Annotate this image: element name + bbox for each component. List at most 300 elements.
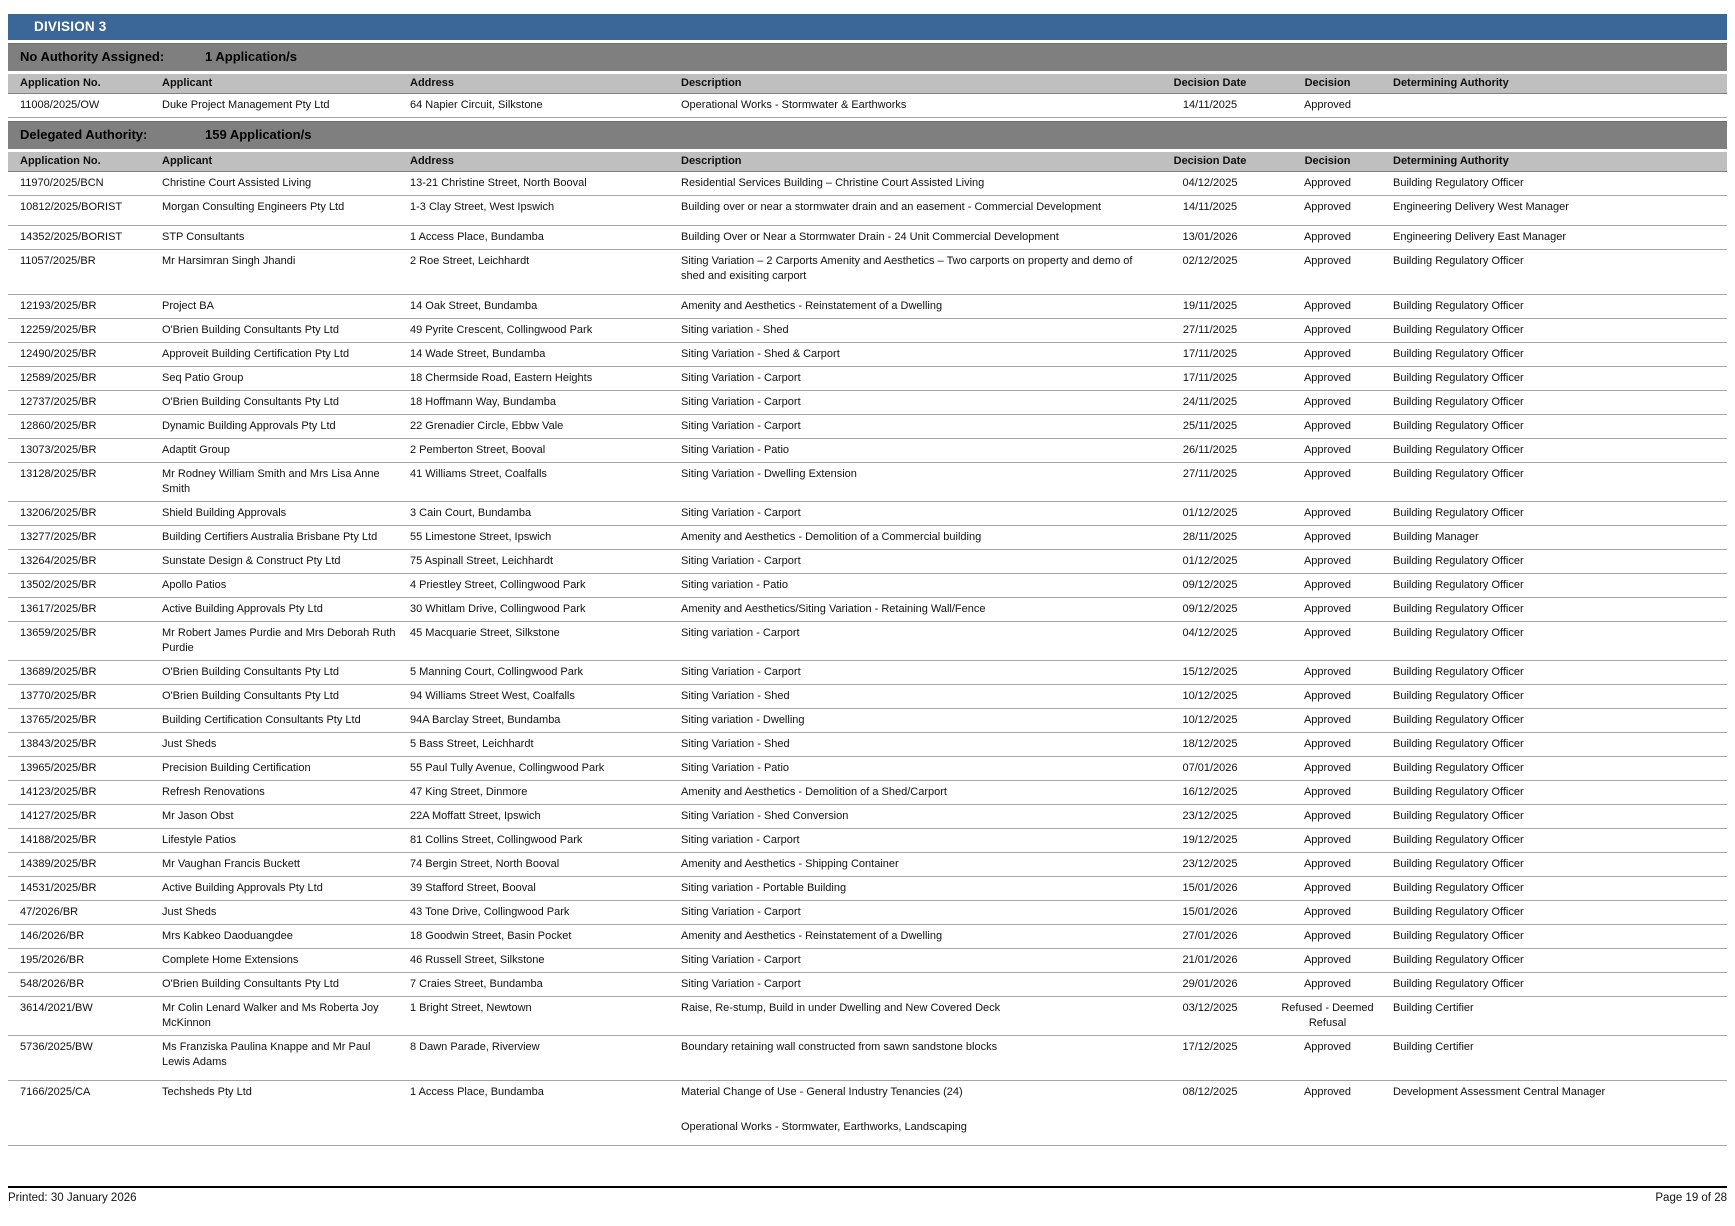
cell-decision: Refused - Deemed Refusal bbox=[1281, 1002, 1374, 1029]
cell-description: Amenity and Aesthetics - Demolition of a Commercial building bbox=[681, 531, 982, 543]
cell-decision-date: 29/01/2026 bbox=[1182, 978, 1238, 990]
cell-decision: Approved bbox=[1303, 666, 1352, 678]
cell-decision: Approved bbox=[1303, 810, 1352, 822]
cell-decision-date: 27/11/2025 bbox=[1182, 468, 1238, 480]
cell-applicant: Christine Court Assisted Living bbox=[162, 177, 312, 189]
cell-description: Amenity and Aesthetics - Demolition of a Shed/Carport bbox=[681, 786, 947, 798]
cell-determining-authority: Building Regulatory Officer bbox=[1393, 468, 1524, 480]
table-row bbox=[8, 757, 1727, 781]
cell-decision-date: 26/11/2025 bbox=[1182, 444, 1238, 456]
cell-applicant: Building Certification Consultants Pty Ltd bbox=[162, 714, 361, 726]
cell-determining-authority: Building Regulatory Officer bbox=[1393, 348, 1524, 360]
cell-application-no: 47/2026/BR bbox=[20, 906, 79, 918]
cell-application-no: 3614/2021/BW bbox=[20, 1002, 93, 1014]
cell-description: Siting Variation - Carport bbox=[681, 420, 801, 432]
cell-applicant: Approveit Building Certification Pty Ltd bbox=[162, 348, 350, 360]
cell-address: 75 Aspinall Street, Leichhardt bbox=[410, 555, 554, 567]
cell-applicant: Precision Building Certification bbox=[162, 762, 311, 774]
cell-decision: Approved bbox=[1303, 978, 1352, 990]
cell-decision-date: 15/01/2026 bbox=[1182, 882, 1238, 894]
cell-decision-date: 16/12/2025 bbox=[1182, 786, 1238, 798]
cell-application-no: 7166/2025/CA bbox=[20, 1086, 91, 1098]
table-row bbox=[8, 319, 1727, 343]
cell-decision: Approved bbox=[1303, 954, 1352, 966]
cell-description: Material Change of Use - General Industry Tenancies (24) Operational Works - Stormwater, Earthworks, Landscaping bbox=[681, 1081, 1158, 1145]
cell-applicant: Mr Rodney William Smith and Mrs Lisa Anne Smith bbox=[162, 468, 380, 495]
cell-address: 46 Russell Street, Silkstone bbox=[410, 954, 545, 966]
cell-description-secondary: Operational Works - Stormwater, Earthworks, Landscaping bbox=[681, 1121, 967, 1133]
table-row bbox=[8, 295, 1727, 319]
cell-application-no: 5736/2025/BW bbox=[20, 1041, 93, 1053]
cell-address: 8 Dawn Parade, Riverview bbox=[410, 1041, 540, 1053]
cell-description: Amenity and Aesthetics - Shipping Container bbox=[681, 858, 899, 870]
table-row bbox=[8, 415, 1727, 439]
table-row bbox=[8, 877, 1727, 901]
cell-applicant: Techsheds Pty Ltd bbox=[162, 1086, 252, 1098]
cell-description: Siting variation - Shed bbox=[681, 324, 789, 336]
cell-description: Siting Variation - Patio bbox=[681, 444, 790, 456]
cell-decision: Approved bbox=[1303, 201, 1352, 213]
cell-determining-authority: Building Regulatory Officer bbox=[1393, 555, 1524, 567]
cell-application-no: 13617/2025/BR bbox=[20, 603, 97, 615]
section-header bbox=[8, 121, 1727, 149]
cell-decision-date: 10/12/2025 bbox=[1182, 690, 1238, 702]
cell-decision: Approved bbox=[1303, 906, 1352, 918]
column-header: Description bbox=[681, 155, 742, 167]
cell-address: 1 Bright Street, Newtown bbox=[410, 1002, 532, 1014]
cell-decision-date: 01/12/2025 bbox=[1182, 555, 1238, 567]
cell-description: Raise, Re-stump, Build in under Dwelling and New Covered Deck bbox=[681, 1002, 1001, 1014]
cell-description: Siting variation - Portable Building bbox=[681, 882, 847, 894]
cell-address: 18 Goodwin Street, Basin Pocket bbox=[410, 930, 572, 942]
cell-decision-date: 15/01/2026 bbox=[1182, 906, 1238, 918]
column-header: Determining Authority bbox=[1393, 155, 1509, 167]
cell-application-no: 11057/2025/BR bbox=[20, 255, 96, 267]
cell-application-no: 14123/2025/BR bbox=[20, 786, 97, 798]
cell-description: Siting Variation - Shed bbox=[681, 690, 790, 702]
cell-applicant: Mr Jason Obst bbox=[162, 810, 234, 822]
cell-decision: Approved bbox=[1303, 627, 1352, 639]
cell-applicant: Adaptit Group bbox=[162, 444, 230, 456]
cell-applicant: STP Consultants bbox=[162, 231, 245, 243]
column-header-row bbox=[8, 152, 1727, 172]
cell-applicant: Morgan Consulting Engineers Pty Ltd bbox=[162, 201, 345, 213]
cell-decision-date: 18/12/2025 bbox=[1182, 738, 1238, 750]
cell-application-no: 13965/2025/BR bbox=[20, 762, 97, 774]
cell-determining-authority: Building Regulatory Officer bbox=[1393, 738, 1524, 750]
cell-address: 1-3 Clay Street, West Ipswich bbox=[410, 201, 555, 213]
table-row bbox=[8, 949, 1727, 973]
cell-application-no: 10812/2025/BORIST bbox=[20, 201, 123, 213]
cell-determining-authority: Building Regulatory Officer bbox=[1393, 324, 1524, 336]
table-row bbox=[8, 367, 1727, 391]
cell-applicant: O'Brien Building Consultants Pty Ltd bbox=[162, 978, 339, 990]
cell-address: 64 Napier Circuit, Silkstone bbox=[410, 99, 543, 111]
cell-decision-date: 19/12/2025 bbox=[1182, 834, 1238, 846]
cell-applicant: Lifestyle Patios bbox=[162, 834, 236, 846]
cell-decision: Approved bbox=[1303, 834, 1352, 846]
table-row bbox=[8, 973, 1727, 997]
table-row bbox=[8, 997, 1727, 1036]
cell-application-no: 13128/2025/BR bbox=[20, 468, 97, 480]
cell-decision-date: 27/11/2025 bbox=[1182, 324, 1238, 336]
cell-decision: Approved bbox=[1303, 1086, 1352, 1098]
cell-application-no: 13502/2025/BR bbox=[20, 579, 97, 591]
cell-application-no: 195/2026/BR bbox=[20, 954, 85, 966]
cell-decision-date: 25/11/2025 bbox=[1182, 420, 1238, 432]
cell-application-no: 13689/2025/BR bbox=[20, 666, 97, 678]
cell-decision: Approved bbox=[1303, 882, 1352, 894]
table-row bbox=[8, 502, 1727, 526]
cell-address: 18 Hoffmann Way, Bundamba bbox=[410, 396, 556, 408]
cell-address: 5 Bass Street, Leichhardt bbox=[410, 738, 534, 750]
cell-decision-date: 17/12/2025 bbox=[1182, 1041, 1238, 1053]
cell-application-no: 13843/2025/BR bbox=[20, 738, 97, 750]
cell-address: 14 Oak Street, Bundamba bbox=[410, 300, 538, 312]
cell-determining-authority: Building Regulatory Officer bbox=[1393, 603, 1524, 615]
cell-decision-date: 01/12/2025 bbox=[1182, 507, 1238, 519]
table-row bbox=[8, 250, 1727, 295]
cell-address: 22 Grenadier Circle, Ebbw Vale bbox=[410, 420, 564, 432]
cell-applicant: Seq Patio Group bbox=[162, 372, 244, 384]
cell-determining-authority: Building Regulatory Officer bbox=[1393, 444, 1524, 456]
cell-decision: Approved bbox=[1303, 300, 1352, 312]
cell-decision: Approved bbox=[1303, 858, 1352, 870]
cell-determining-authority: Development Assessment Central Manager bbox=[1393, 1086, 1606, 1098]
cell-address: 45 Macquarie Street, Silkstone bbox=[410, 627, 560, 639]
cell-decision-date: 21/01/2026 bbox=[1182, 954, 1238, 966]
cell-application-no: 13206/2025/BR bbox=[20, 507, 97, 519]
cell-determining-authority: Building Certifier bbox=[1393, 1002, 1474, 1014]
table-row bbox=[8, 709, 1727, 733]
table-row bbox=[8, 226, 1727, 250]
cell-decision: Approved bbox=[1303, 531, 1352, 543]
cell-decision-date: 17/11/2025 bbox=[1182, 372, 1238, 384]
column-header: Application No. bbox=[20, 77, 101, 89]
cell-applicant: Mrs Kabkeo Daoduangdee bbox=[162, 930, 293, 942]
cell-decision-date: 13/01/2026 bbox=[1182, 231, 1238, 243]
cell-decision: Approved bbox=[1303, 324, 1352, 336]
table-row bbox=[8, 661, 1727, 685]
cell-applicant: Just Sheds bbox=[162, 738, 217, 750]
table-row bbox=[8, 1081, 1727, 1146]
cell-application-no: 12193/2025/BR bbox=[20, 300, 97, 312]
section-count: 159 Application/s bbox=[205, 127, 312, 142]
cell-address: 41 Williams Street, Coalfalls bbox=[410, 468, 547, 480]
cell-applicant: Apollo Patios bbox=[162, 579, 227, 591]
cell-description: Operational Works - Stormwater & Earthworks bbox=[681, 99, 907, 111]
cell-determining-authority: Building Regulatory Officer bbox=[1393, 396, 1524, 408]
cell-description: Siting variation - Carport bbox=[681, 834, 800, 846]
cell-determining-authority: Building Regulatory Officer bbox=[1393, 714, 1524, 726]
cell-application-no: 14389/2025/BR bbox=[20, 858, 97, 870]
column-header: Decision bbox=[1304, 77, 1351, 89]
cell-determining-authority: Building Regulatory Officer bbox=[1393, 372, 1524, 384]
cell-application-no: 13765/2025/BR bbox=[20, 714, 97, 726]
cell-applicant: Active Building Approvals Pty Ltd bbox=[162, 882, 323, 894]
column-header: Decision Date bbox=[1173, 77, 1247, 89]
cell-application-no: 13264/2025/BR bbox=[20, 555, 97, 567]
cell-decision-date: 14/11/2025 bbox=[1182, 201, 1238, 213]
cell-application-no: 14352/2025/BORIST bbox=[20, 231, 123, 243]
cell-application-no: 12490/2025/BR bbox=[20, 348, 97, 360]
cell-decision: Approved bbox=[1303, 507, 1352, 519]
cell-applicant: Project BA bbox=[162, 300, 214, 312]
cell-decision: Approved bbox=[1303, 420, 1352, 432]
cell-application-no: 12737/2025/BR bbox=[20, 396, 97, 408]
cell-decision: Approved bbox=[1303, 255, 1352, 267]
column-header: Address bbox=[410, 155, 455, 167]
cell-address: 7 Craies Street, Bundamba bbox=[410, 978, 543, 990]
cell-description: Amenity and Aesthetics - Reinstatement of a Dwelling bbox=[681, 930, 943, 942]
cell-decision: Approved bbox=[1303, 1041, 1352, 1053]
table-row bbox=[8, 685, 1727, 709]
table-row bbox=[8, 172, 1727, 196]
section-label: No Authority Assigned: bbox=[20, 49, 165, 64]
page-footer bbox=[8, 1186, 1727, 1204]
cell-description: Siting variation - Dwelling bbox=[681, 714, 805, 726]
table-row bbox=[8, 574, 1727, 598]
cell-determining-authority: Building Regulatory Officer bbox=[1393, 507, 1524, 519]
cell-determining-authority: Building Regulatory Officer bbox=[1393, 906, 1524, 918]
cell-address: 18 Chermside Road, Eastern Heights bbox=[410, 372, 593, 384]
cell-applicant: O'Brien Building Consultants Pty Ltd bbox=[162, 324, 339, 336]
table-row bbox=[8, 526, 1727, 550]
cell-decision: Approved bbox=[1303, 603, 1352, 615]
cell-decision-date: 24/11/2025 bbox=[1182, 396, 1238, 408]
cell-application-no: 146/2026/BR bbox=[20, 930, 85, 942]
cell-decision-date: 07/01/2026 bbox=[1182, 762, 1238, 774]
printed-date: Printed: 30 January 2026 bbox=[8, 1192, 137, 1204]
cell-decision-date: 10/12/2025 bbox=[1182, 714, 1238, 726]
table-row bbox=[8, 343, 1727, 367]
table-row bbox=[8, 853, 1727, 877]
cell-determining-authority: Building Regulatory Officer bbox=[1393, 954, 1524, 966]
cell-determining-authority: Building Regulatory Officer bbox=[1393, 177, 1524, 189]
cell-address: 94 Williams Street West, Coalfalls bbox=[410, 690, 575, 702]
cell-determining-authority: Building Regulatory Officer bbox=[1393, 858, 1524, 870]
cell-decision-date: 08/12/2025 bbox=[1182, 1086, 1238, 1098]
cell-description: Building Over or Near a Stormwater Drain - 24 Unit Commercial Development bbox=[681, 231, 1059, 243]
table-row bbox=[8, 781, 1727, 805]
cell-decision: Approved bbox=[1303, 579, 1352, 591]
cell-application-no: 12259/2025/BR bbox=[20, 324, 97, 336]
table-row bbox=[8, 925, 1727, 949]
cell-determining-authority: Building Regulatory Officer bbox=[1393, 930, 1524, 942]
sections-container bbox=[8, 43, 1727, 1146]
table-row bbox=[8, 901, 1727, 925]
cell-description: Amenity and Aesthetics - Reinstatement of a Dwelling bbox=[681, 300, 943, 312]
cell-determining-authority: Building Regulatory Officer bbox=[1393, 255, 1524, 267]
column-header: Decision bbox=[1304, 155, 1351, 167]
cell-decision-date: 04/12/2025 bbox=[1182, 627, 1238, 639]
cell-address: 49 Pyrite Crescent, Collingwood Park bbox=[410, 324, 593, 336]
section-label: Delegated Authority: bbox=[20, 127, 148, 142]
cell-description: Siting Variation – 2 Carports Amenity and Aesthetics – Two carports on property and demo of shed and exisiting carport bbox=[681, 255, 1133, 282]
cell-address: 47 King Street, Dinmore bbox=[410, 786, 528, 798]
cell-decision: Approved bbox=[1303, 231, 1352, 243]
cell-applicant: Mr Vaughan Francis Buckett bbox=[162, 858, 300, 870]
cell-applicant: Shield Building Approvals bbox=[162, 507, 287, 519]
cell-decision: Approved bbox=[1303, 786, 1352, 798]
cell-decision: Approved bbox=[1303, 372, 1352, 384]
cell-decision-date: 09/12/2025 bbox=[1182, 579, 1238, 591]
cell-determining-authority: Building Regulatory Officer bbox=[1393, 666, 1524, 678]
cell-application-no: 13770/2025/BR bbox=[20, 690, 97, 702]
cell-decision-date: 09/12/2025 bbox=[1182, 603, 1238, 615]
cell-decision-date: 19/11/2025 bbox=[1182, 300, 1238, 312]
cell-decision: Approved bbox=[1303, 468, 1352, 480]
cell-address: 2 Roe Street, Leichhardt bbox=[410, 255, 530, 267]
cell-applicant: O'Brien Building Consultants Pty Ltd bbox=[162, 396, 339, 408]
cell-application-no: 11008/2025/OW bbox=[20, 99, 100, 111]
table-row bbox=[8, 94, 1727, 118]
cell-address: 5 Manning Court, Collingwood Park bbox=[410, 666, 584, 678]
cell-address: 74 Bergin Street, North Booval bbox=[410, 858, 560, 870]
cell-determining-authority: Building Regulatory Officer bbox=[1393, 810, 1524, 822]
cell-description: Building over or near a stormwater drain and an easement - Commercial Development bbox=[681, 201, 1102, 213]
cell-address: 14 Wade Street, Bundamba bbox=[410, 348, 546, 360]
column-header: Decision Date bbox=[1173, 155, 1247, 167]
cell-description: Siting Variation - Shed bbox=[681, 738, 790, 750]
cell-description: Siting Variation - Carport bbox=[681, 906, 801, 918]
cell-determining-authority: Building Manager bbox=[1393, 531, 1479, 543]
column-header: Application No. bbox=[20, 155, 101, 167]
table-row bbox=[8, 439, 1727, 463]
cell-determining-authority: Building Regulatory Officer bbox=[1393, 978, 1524, 990]
cell-application-no: 13073/2025/BR bbox=[20, 444, 97, 456]
cell-application-no: 11970/2025/BCN bbox=[20, 177, 104, 189]
cell-applicant: O'Brien Building Consultants Pty Ltd bbox=[162, 690, 339, 702]
cell-decision: Approved bbox=[1303, 99, 1352, 111]
cell-applicant: Mr Harsimran Singh Jhandi bbox=[162, 255, 296, 267]
cell-determining-authority bbox=[1393, 94, 1727, 117]
cell-decision-date: 23/12/2025 bbox=[1182, 858, 1238, 870]
cell-determining-authority: Engineering Delivery East Manager bbox=[1393, 231, 1567, 243]
cell-determining-authority: Building Regulatory Officer bbox=[1393, 300, 1524, 312]
cell-application-no: 13659/2025/BR bbox=[20, 627, 97, 639]
column-header: Applicant bbox=[162, 77, 213, 89]
cell-applicant: Mr Colin Lenard Walker and Ms Roberta Joy McKinnon bbox=[162, 1002, 379, 1029]
table-row bbox=[8, 622, 1727, 661]
cell-application-no: 14127/2025/BR bbox=[20, 810, 97, 822]
cell-address: 43 Tone Drive, Collingwood Park bbox=[410, 906, 570, 918]
section-count: 1 Application/s bbox=[205, 49, 297, 64]
cell-applicant: Active Building Approvals Pty Ltd bbox=[162, 603, 323, 615]
cell-applicant: Building Certifiers Australia Brisbane Pty Ltd bbox=[162, 531, 378, 543]
cell-decision-date: 23/12/2025 bbox=[1182, 810, 1238, 822]
cell-applicant: Mr Robert James Purdie and Mrs Deborah Ruth Purdie bbox=[162, 627, 396, 654]
section-header bbox=[8, 43, 1727, 71]
table-row bbox=[8, 1036, 1727, 1081]
column-header-row bbox=[8, 74, 1727, 94]
cell-decision-date: 04/12/2025 bbox=[1182, 177, 1238, 189]
cell-determining-authority: Building Regulatory Officer bbox=[1393, 627, 1524, 639]
cell-description: Siting variation - Carport bbox=[681, 627, 800, 639]
cell-application-no: 12589/2025/BR bbox=[20, 372, 97, 384]
table-row bbox=[8, 196, 1727, 226]
cell-address: 55 Paul Tully Avenue, Collingwood Park bbox=[410, 762, 605, 774]
cell-applicant: Just Sheds bbox=[162, 906, 217, 918]
cell-decision-date: 27/01/2026 bbox=[1182, 930, 1238, 942]
table-row bbox=[8, 733, 1727, 757]
cell-decision: Approved bbox=[1303, 930, 1352, 942]
cell-description: Siting Variation - Dwelling Extension bbox=[681, 468, 857, 480]
cell-determining-authority: Building Regulatory Officer bbox=[1393, 579, 1524, 591]
cell-address: 39 Stafford Street, Booval bbox=[410, 882, 536, 894]
column-header: Applicant bbox=[162, 155, 213, 167]
cell-description: Amenity and Aesthetics/Siting Variation - Retaining Wall/Fence bbox=[681, 603, 986, 615]
cell-determining-authority: Building Regulatory Officer bbox=[1393, 420, 1524, 432]
column-header: Address bbox=[410, 77, 455, 89]
cell-address: 2 Pemberton Street, Booval bbox=[410, 444, 546, 456]
cell-decision-date: 15/12/2025 bbox=[1182, 666, 1238, 678]
cell-address: 1 Access Place, Bundamba bbox=[410, 1086, 544, 1098]
cell-decision: Approved bbox=[1303, 555, 1352, 567]
cell-applicant: Dynamic Building Approvals Pty Ltd bbox=[162, 420, 336, 432]
table-row bbox=[8, 391, 1727, 415]
cell-decision: Approved bbox=[1303, 444, 1352, 456]
cell-address: 1 Access Place, Bundamba bbox=[410, 231, 544, 243]
cell-decision-date: 14/11/2025 bbox=[1182, 99, 1238, 111]
cell-decision: Approved bbox=[1303, 348, 1352, 360]
cell-description: Siting Variation - Carport bbox=[681, 555, 801, 567]
cell-applicant: Duke Project Management Pty Ltd bbox=[162, 99, 330, 111]
cell-application-no: 14531/2025/BR bbox=[20, 882, 97, 894]
cell-applicant: Complete Home Extensions bbox=[162, 954, 299, 966]
cell-applicant: O'Brien Building Consultants Pty Ltd bbox=[162, 666, 339, 678]
report-page bbox=[8, 14, 1727, 1146]
cell-description: Siting variation - Patio bbox=[681, 579, 788, 591]
cell-determining-authority: Engineering Delivery West Manager bbox=[1393, 201, 1569, 213]
cell-decision: Approved bbox=[1303, 738, 1352, 750]
cell-description: Siting Variation - Carport bbox=[681, 954, 801, 966]
column-header: Description bbox=[681, 77, 742, 89]
cell-decision-date: 03/12/2025 bbox=[1182, 1002, 1238, 1014]
cell-applicant: Sunstate Design & Construct Pty Ltd bbox=[162, 555, 341, 567]
cell-decision: Approved bbox=[1303, 714, 1352, 726]
table-row bbox=[8, 598, 1727, 622]
cell-description: Siting Variation - Shed & Carport bbox=[681, 348, 840, 360]
cell-application-no: 12860/2025/BR bbox=[20, 420, 97, 432]
column-header: Determining Authority bbox=[1393, 77, 1509, 89]
cell-application-no: 548/2026/BR bbox=[20, 978, 85, 990]
cell-description: Residential Services Building – Christine Court Assisted Living bbox=[681, 177, 985, 189]
cell-description: Siting Variation - Carport bbox=[681, 372, 801, 384]
cell-determining-authority: Building Regulatory Officer bbox=[1393, 690, 1524, 702]
cell-address: 81 Collins Street, Collingwood Park bbox=[410, 834, 583, 846]
cell-decision: Approved bbox=[1303, 396, 1352, 408]
table-row bbox=[8, 829, 1727, 853]
cell-decision-date: 28/11/2025 bbox=[1182, 531, 1238, 543]
cell-address: 94A Barclay Street, Bundamba bbox=[410, 714, 561, 726]
cell-description: Siting Variation - Carport bbox=[681, 396, 801, 408]
cell-applicant: Ms Franziska Paulina Knappe and Mr Paul Lewis Adams bbox=[162, 1041, 371, 1068]
cell-description: Siting Variation - Carport bbox=[681, 978, 801, 990]
table-row bbox=[8, 805, 1727, 829]
cell-description: Siting Variation - Patio bbox=[681, 762, 790, 774]
cell-decision: Approved bbox=[1303, 762, 1352, 774]
cell-address: 30 Whitlam Drive, Collingwood Park bbox=[410, 603, 586, 615]
cell-determining-authority: Building Certifier bbox=[1393, 1041, 1474, 1053]
cell-applicant: Refresh Renovations bbox=[162, 786, 265, 798]
cell-determining-authority: Building Regulatory Officer bbox=[1393, 762, 1524, 774]
cell-address: 22A Moffatt Street, Ipswich bbox=[410, 810, 541, 822]
cell-determining-authority: Building Regulatory Officer bbox=[1393, 834, 1524, 846]
cell-address: 4 Priestley Street, Collingwood Park bbox=[410, 579, 586, 591]
table-row bbox=[8, 550, 1727, 574]
cell-determining-authority: Building Regulatory Officer bbox=[1393, 882, 1524, 894]
